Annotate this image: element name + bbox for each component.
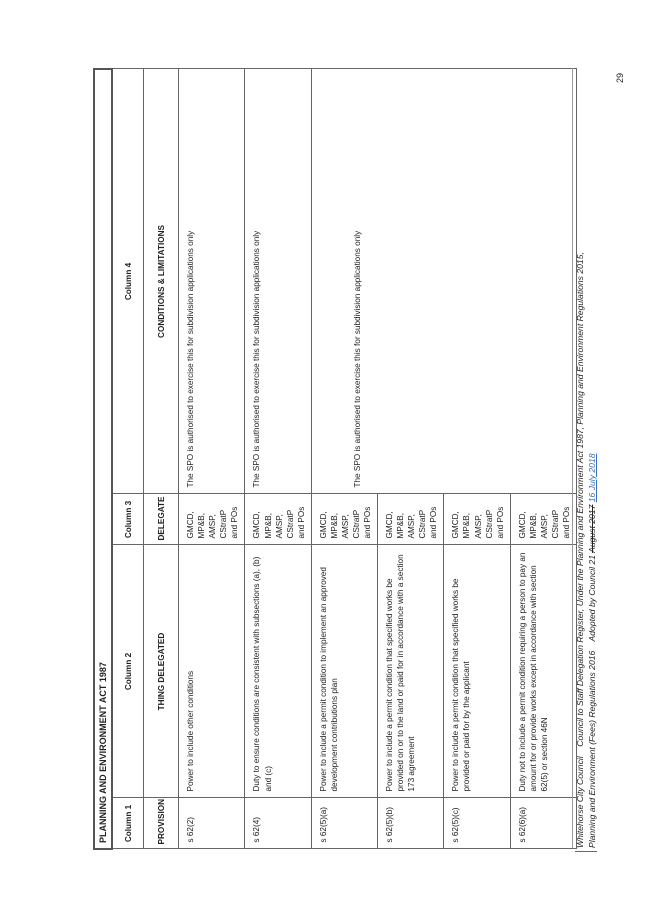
delegate-cell: GMCD, MP&B, AMSP, CStratP and POs: [510, 494, 576, 545]
footer-line-2: [587, 68, 599, 848]
thing-cell: Power to include a permit condition that specified works be provided or paid for by the applicant: [444, 545, 510, 798]
thing-cell: Duty to ensure conditions are consistent with subsections (a), (b) and (c): [245, 545, 311, 798]
table-row: [311, 69, 377, 849]
column-label-3: Column 3: [112, 494, 144, 545]
footer-council: Whitehorse City Council: [575, 756, 585, 848]
footer-deleted-date: August 2017: [586, 504, 597, 553]
footer-inserted-date: 16 July 2018: [586, 453, 597, 503]
header-thing-delegated: THING DELEGATED: [144, 545, 179, 798]
column-label-2: Column 2: [112, 545, 144, 798]
delegation-table: [93, 68, 577, 850]
conditions-cell: The SPO is authorised to exercise this for subdivision applications only: [245, 69, 311, 494]
table-row: [245, 69, 311, 849]
delegate-cell: GMCD, MP&B, AMSP, CStratP and POs: [245, 494, 311, 545]
provision-cell: s 62(2): [179, 798, 245, 849]
provision-cell: s 62(6)(a): [510, 798, 576, 849]
thing-cell: Power to include a permit condition that specified works be provided on or to the land or paid for in accordance with a section 173 agreement: [378, 545, 444, 798]
table-row: [179, 69, 245, 849]
footer-adopted: Adopted by Council 21: [586, 554, 597, 642]
footer-regulations: Planning and Environment (Fees) Regulations 2016: [586, 650, 597, 848]
thing-cell: Power to include a permit condition to implement an approved development contributions plan: [311, 545, 377, 798]
footer-line-1: [575, 68, 587, 848]
provision-cell: s 62(4): [245, 798, 311, 849]
delegate-cell: GMCD, MP&B, AMSP, CStratP and POs: [444, 494, 510, 545]
provision-cell: s 62(5)(c): [444, 798, 510, 849]
delegate-cell: GMCD, MP&B, AMSP, CStratP and POs: [378, 494, 444, 545]
thing-cell: Power to include other conditions: [179, 545, 245, 798]
page-number: 29: [615, 72, 625, 83]
footer-divider: [572, 68, 573, 848]
header-delegate: DELEGATE: [144, 494, 179, 545]
column-label-1: Column 1: [112, 798, 144, 849]
conditions-cell: The SPO is authorised to exercise this for subdivision applications only: [179, 69, 245, 494]
column-label-4: Column 4: [112, 69, 144, 494]
provision-cell: s 62(5)(a): [311, 798, 377, 849]
act-title: PLANNING AND ENVIRONMENT ACT 1987: [94, 69, 112, 849]
header-provision: PROVISION: [144, 798, 179, 849]
provision-cell: s 62(5)(b): [378, 798, 444, 849]
delegate-cell: GMCD, MP&B, AMSP, CStratP and POs: [311, 494, 377, 545]
revision-bar: [575, 851, 597, 852]
footer-register-title: Council to Staff Delegation Register, Under the Planning and Environment Act 1987, Planning and Environment Regulations 2015,: [575, 252, 585, 747]
thing-cell: Duty not to include a permit condition requiring a person to pay an amount for or provide works except in accordance with section 62(5) or section 46N: [510, 545, 576, 798]
document-footer: [575, 68, 598, 848]
conditions-cell: The SPO is authorised to exercise this for subdivision applications only: [311, 69, 576, 494]
delegate-cell: GMCD, MP&B, AMSP, CStratP and POs: [179, 494, 245, 545]
header-conditions: CONDITIONS & LIMITATIONS: [144, 69, 179, 494]
